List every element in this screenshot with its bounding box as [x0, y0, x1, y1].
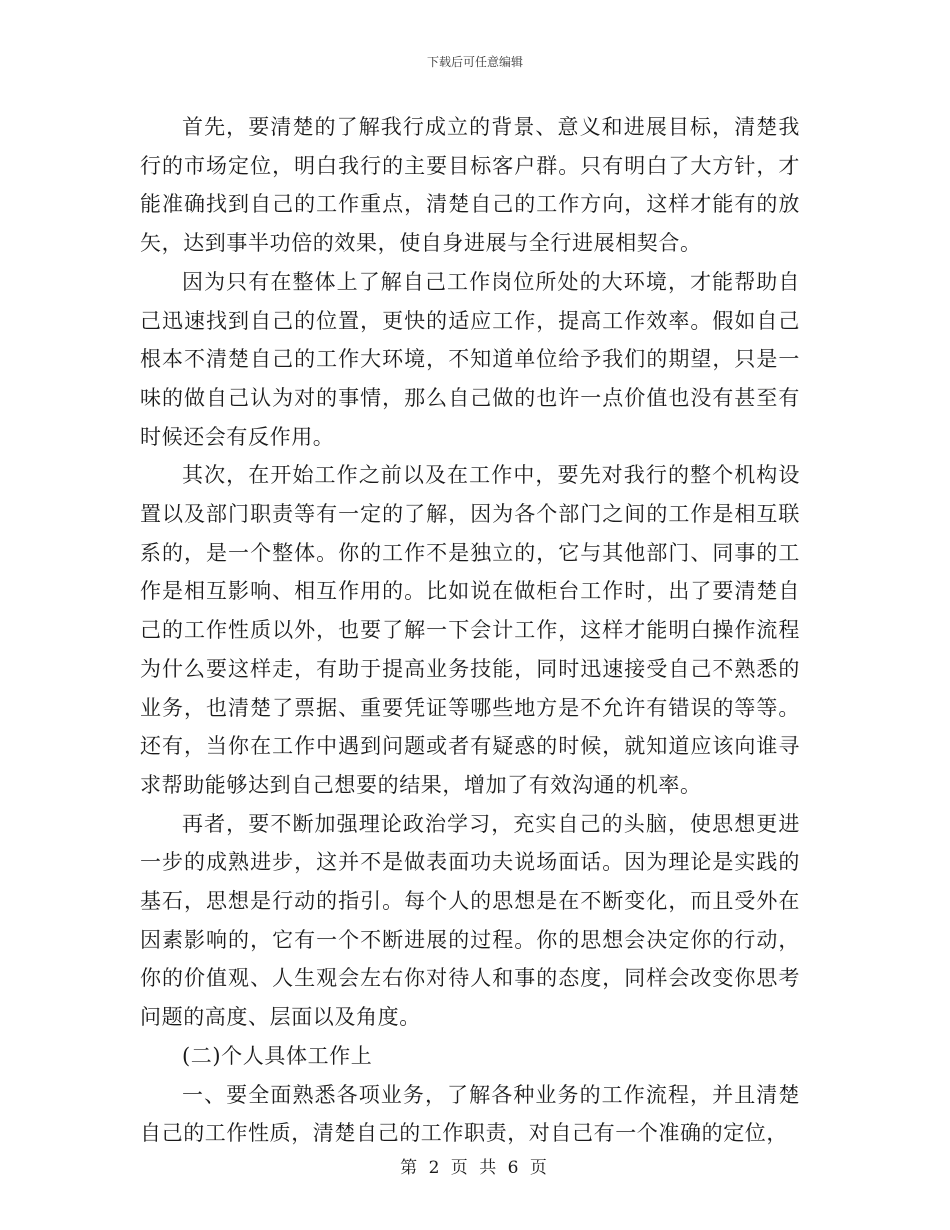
section-heading: (二)个人具体工作上 [182, 1043, 373, 1068]
paragraph: 一、要全面熟悉各项业务，了解各种业务的工作流程，并且清楚自己的工作性质，清楚自己的工作职责，对自己有一个准确的定位， [140, 1082, 800, 1146]
document-body [140, 108, 800, 1153]
paragraph: 其次，在开始工作之前以及在工作中，要先对我行的整个机构设置以及部门职责等有一定的了解，因为各个部门之间的工作是相互联系的，是一个整体。你的工作不是独立的，它与其他部门、同事的工作是相互影响、相互作用的。比如说在做柜台工作时，出了要清楚自己的工作性质以外，也要了解一下会计工作，这样才能明白操作流程为什么要这样走，有助于提高业务技能，同时迅速接受自己不熟悉的业务，也清楚了票据、重要凭证等哪些地方是不允许有错误的等等。还有，当你在工作中遇到问题或者有疑惑的时候，就知道应该向谁寻求帮助能够达到自己想要的结果，增加了有效沟通的机率。 [140, 463, 800, 797]
page-header-note: 下载后可任意编辑 [426, 55, 523, 69]
paragraph: 因为只有在整体上了解自己工作岗位所处的大环境，才能帮助自己迅速找到自己的位置，更快的适应工作，提高工作效率。假如自己根本不清楚自己的工作大环境，不知道单位给予我们的期望，只是一味的做自己认为对的事情，那么自己做的也许一点价值也没有甚至有时候还会有反作用。 [140, 269, 800, 449]
paragraph: 再者，要不断加强理论政治学习，充实自己的头脑，使思想更进一步的成熟进步，这并不是做表面功夫说场面话。因为理论是实践的基石，思想是行动的指引。每个人的思想是在不断变化，而且受外在因素影响的，它有一个不断进展的过程。你的思想会决定你的行动，你的价值观、人生观会左右你对待人和事的态度，同样会改变你思考问题的高度、层面以及角度。 [140, 811, 800, 1030]
paragraph: 首先，要清楚的了解我行成立的背景、意义和进展目标，清楚我行的市场定位，明白我行的主要目标客户群。只有明白了大方针，才能准确找到自己的工作重点，清楚自己的工作方向，这样才能有的放矢，达到事半功倍的效果，使自身进展与全行进展相契合。 [140, 115, 800, 256]
page-number: 第 2 页 共 6 页 [400, 1158, 550, 1178]
